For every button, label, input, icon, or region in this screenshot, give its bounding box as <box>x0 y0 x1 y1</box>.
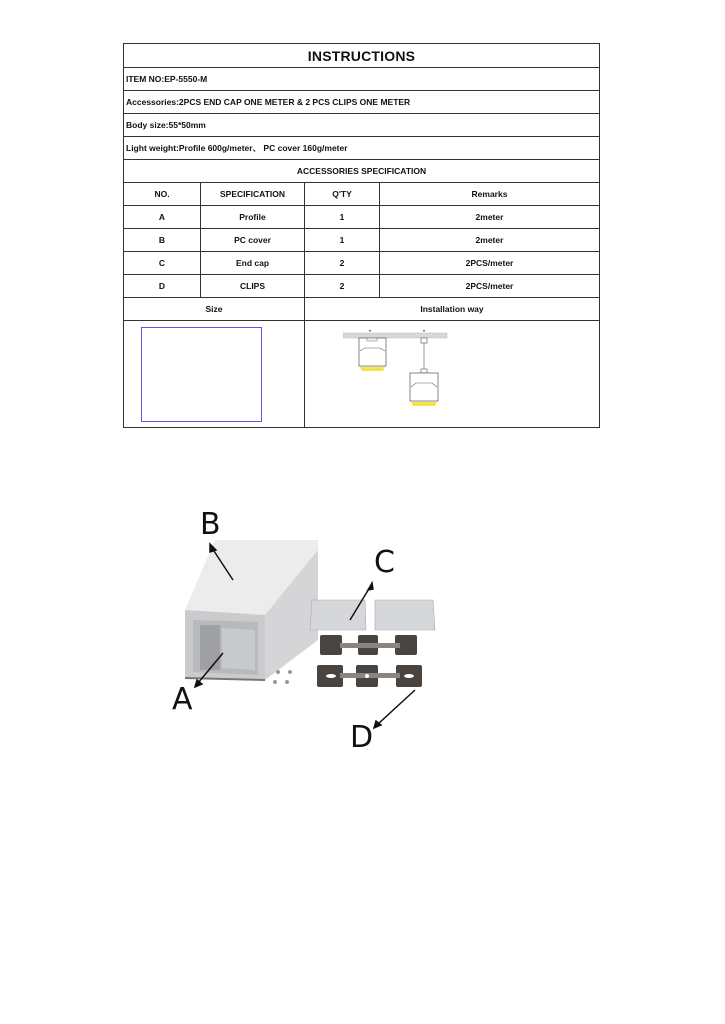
size-figure <box>124 321 305 427</box>
instruction-sheet <box>123 43 600 428</box>
header-qty: Q'TY <box>305 183 380 205</box>
cell-remarks: 2meter <box>475 235 504 245</box>
title-text: INSTRUCTIONS <box>307 47 416 64</box>
svg-text:▾: ▾ <box>422 328 426 333</box>
cell-spec: End cap <box>201 252 305 274</box>
header-specification: SPECIFICATION <box>201 183 305 205</box>
body-size-text: Body size:55*50mm <box>126 120 206 130</box>
cell-no: A <box>124 206 201 228</box>
installation-diagram-icon <box>343 327 453 417</box>
figure-header-row <box>124 298 599 321</box>
product-photo <box>160 500 460 760</box>
cell-qty: 2 <box>305 252 380 274</box>
label-c: C <box>374 545 395 580</box>
label-d: D <box>350 720 374 755</box>
spec-heading <box>124 160 599 183</box>
cell-no: B <box>124 229 201 251</box>
cell-no: C <box>124 252 201 274</box>
light-weight-line <box>124 137 599 160</box>
cell-remarks: 2meter <box>475 212 504 222</box>
cell-spec: Profile <box>201 206 305 228</box>
figure-row <box>124 321 599 427</box>
table-row <box>124 275 599 298</box>
table-header-row <box>124 183 599 206</box>
table-row <box>124 229 599 252</box>
cell-qty: 1 <box>305 229 380 251</box>
cell-spec: CLIPS <box>201 275 305 297</box>
accessories-line <box>124 91 599 114</box>
size-label: Size <box>124 298 305 320</box>
header-no: NO. <box>124 183 201 205</box>
cell-remarks: 2PCS/meter <box>465 258 514 268</box>
sheet-title <box>124 44 599 68</box>
size-drawing-frame <box>141 327 262 422</box>
label-a: A <box>172 682 193 717</box>
accessories-text: Accessories:2PCS END CAP ONE METER & 2 PCS CLIPS ONE METER <box>126 97 411 107</box>
installation-figure <box>305 321 599 427</box>
light-weight-text: Light weight:Profile 600g/meter、 PC cover 160g/meter <box>126 143 348 153</box>
cell-no: D <box>124 275 201 297</box>
cell-qty: 1 <box>305 206 380 228</box>
header-remarks: Remarks <box>471 189 508 199</box>
cell-qty: 2 <box>305 275 380 297</box>
item-number-text: ITEM NO:EP-5550-M <box>126 74 208 84</box>
cell-spec: PC cover <box>201 229 305 251</box>
item-number <box>124 68 599 91</box>
label-b: B <box>200 507 221 542</box>
svg-text:▾: ▾ <box>368 328 372 333</box>
table-row <box>124 252 599 275</box>
spec-heading-text: ACCESSORIES SPECIFICATION <box>296 166 427 176</box>
body-size-line <box>124 114 599 137</box>
table-row <box>124 206 599 229</box>
installation-label: Installation way <box>420 304 484 314</box>
cell-remarks: 2PCS/meter <box>465 281 514 291</box>
